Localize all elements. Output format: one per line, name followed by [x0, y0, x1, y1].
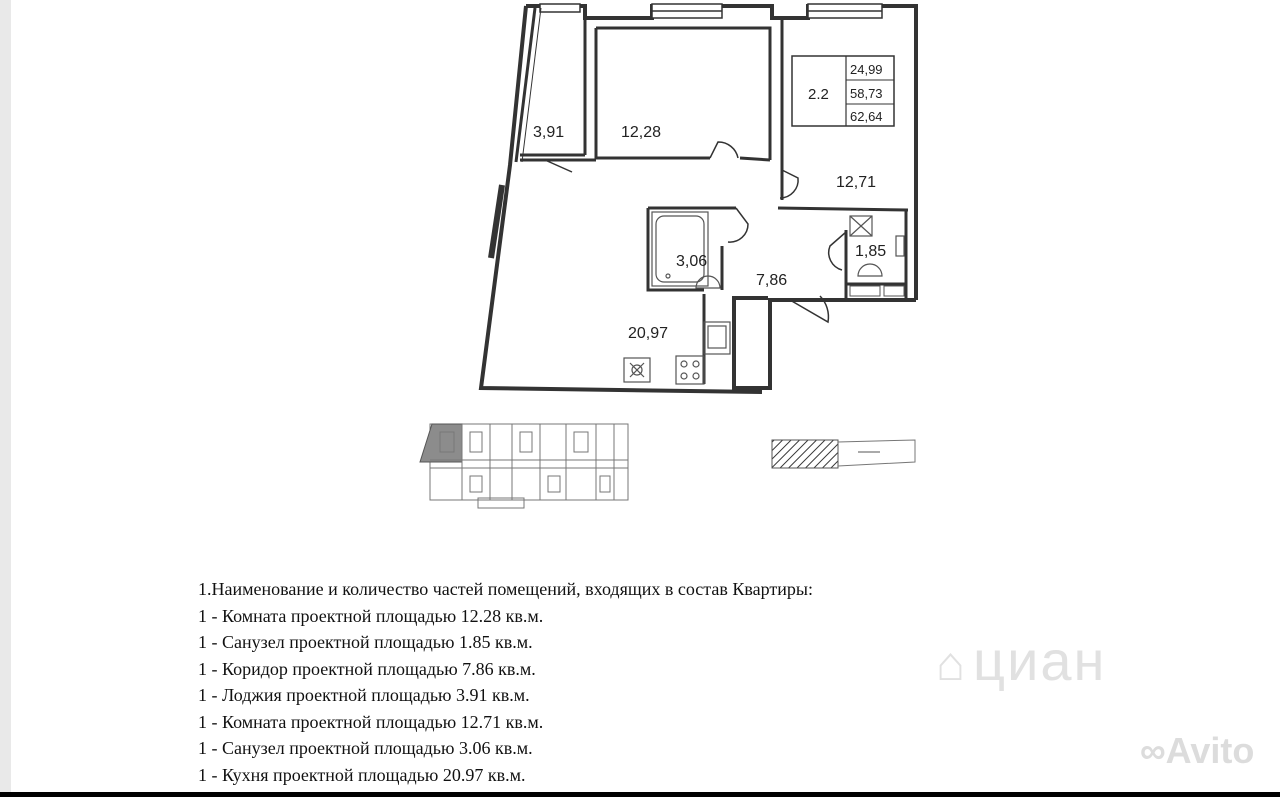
area-table [792, 56, 894, 126]
windows [540, 4, 882, 18]
bottom-bar [0, 792, 1280, 797]
site-keyplan [772, 440, 915, 468]
wardrobe-outline [850, 286, 904, 296]
list-heading: 1.Наименование и количество частей помещений, входящих в состав Квартиры: [198, 579, 813, 599]
list-item: 1 - Комната проектной площадью 12.71 кв.м. [198, 711, 544, 732]
list-lines [198, 603, 1018, 789]
floor-keyplan [420, 424, 628, 508]
list-item: 1 - Кухня проектной площадью 20.97 кв.м. [198, 764, 526, 785]
list-item: 1 - Санузел проектной площадью 1.85 кв.м. [198, 632, 533, 652]
list-item: 1 - Комната проектной площадью 12.28 кв.м. [198, 605, 544, 626]
area-total-with-loggia: 62,64 [850, 109, 883, 124]
loggia-area-label: 3,91 [533, 124, 565, 141]
cian-watermark-text: циан [973, 629, 1107, 692]
fan-icon [624, 358, 650, 382]
corridor-area-label: 7,86 [756, 272, 788, 289]
avito-logo-icon: ∞ [1140, 730, 1166, 771]
doors [545, 142, 846, 322]
apartment-code: 2.2 [808, 86, 829, 103]
list-item: 1 - Санузел проектной площадью 3.06 кв.м. [198, 738, 533, 758]
cian-logo-icon: ⌂ [936, 638, 967, 691]
kitchen-sink-icon [704, 322, 730, 354]
area-living: 24,99 [850, 62, 883, 77]
room-1-area-label: 12,28 [621, 124, 662, 141]
cian-watermark [936, 628, 1106, 693]
stove-icon [676, 356, 704, 384]
bathroom-1-area-label: 3,06 [676, 253, 708, 270]
bathroom-2-area-label: 1,85 [855, 243, 887, 260]
list-item: 1 - Коридор проектной площадью 7.86 кв.м. [198, 658, 536, 679]
area-total: 58,73 [850, 86, 883, 101]
room-2-area-label: 12,71 [836, 174, 877, 191]
kitchen-area-label: 20,97 [628, 325, 669, 342]
apartment-parts-list [198, 576, 1018, 788]
bathtub-icon [652, 212, 708, 286]
avito-watermark [1140, 730, 1254, 772]
avito-watermark-text: Avito [1165, 730, 1255, 771]
list-item: 1 - Лоджия проектной площадью 3.91 кв.м. [198, 685, 530, 705]
